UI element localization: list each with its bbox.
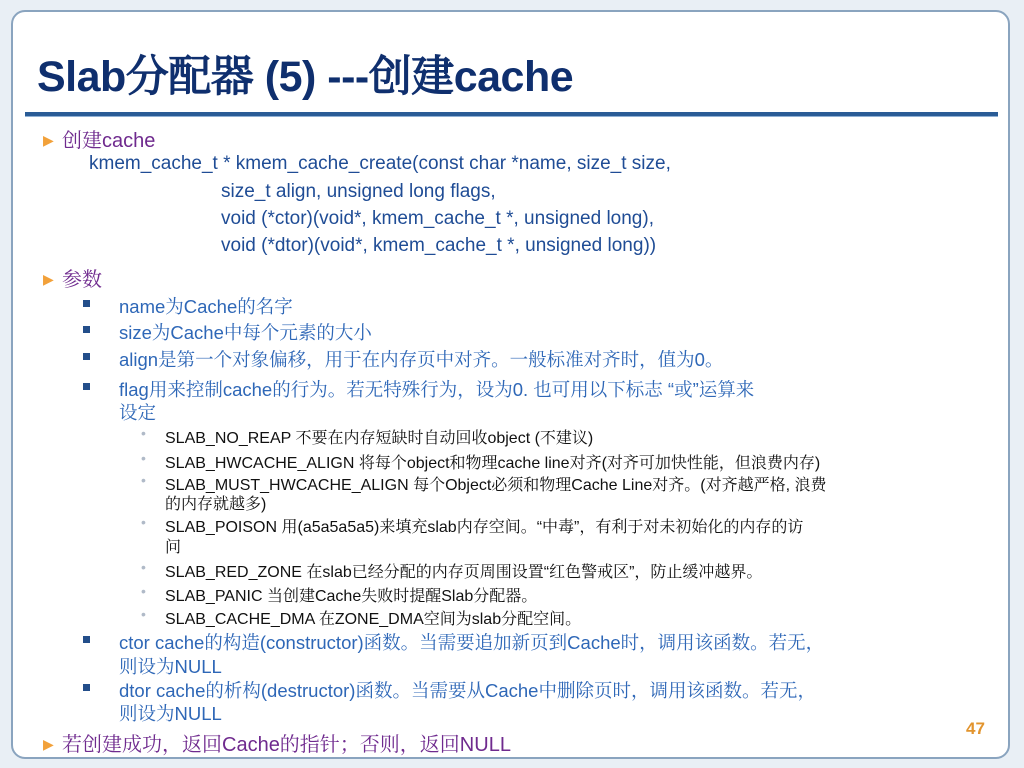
bullet-level1 — [43, 728, 511, 757]
bullet-level2 — [83, 319, 983, 341]
dot-bullet-icon: • — [141, 450, 146, 466]
bullet-level3 — [141, 583, 1001, 603]
bullet-level2 — [83, 346, 983, 368]
code-line: kmem_cache_t * kmem_cache_create(const char *name, size_t size, — [89, 153, 671, 174]
square-bullet-icon — [83, 636, 90, 643]
arrow-bullet-icon: ▶ — [43, 271, 54, 287]
bullet-text: 问 — [165, 539, 182, 556]
code-line: size_t align, unsigned long flags, — [221, 181, 496, 202]
bullet-level3 — [141, 514, 1001, 534]
bullet-level3 — [141, 472, 1001, 492]
bullet-text: 若创建成功，返回Cache的指针；否则，返回NULL — [62, 734, 511, 756]
bullet-text: SLAB_CACHE_DMA 在ZONE_DMA空间为slab分配空间。 — [165, 611, 582, 628]
square-bullet-icon — [83, 684, 90, 691]
bullet-text: dtor cache的析构(destructor)函数。当需要从Cache中删除页时，调用该函数。若无， — [119, 680, 816, 701]
bullet-text: 则设为NULL — [119, 656, 222, 677]
bullet-text: size为Cache中每个元素的大小 — [119, 322, 372, 343]
page-number: 47 — [966, 719, 985, 738]
slide-title: Slab分配器 (5) ---创建cache — [37, 53, 574, 101]
bullet-text: SLAB_PANIC 当创建Cache失败时提醒Slab分配器。 — [165, 588, 538, 605]
slide-frame — [11, 10, 1010, 759]
bullet-level2 — [83, 677, 983, 699]
slide-content — [13, 12, 1008, 757]
bullet-level2-continuation — [83, 399, 983, 421]
bullet-text: align是第一个对象偏移，用于在内存页中对齐。一般标准对齐时，值为0。 — [119, 349, 724, 370]
square-bullet-icon — [83, 300, 90, 307]
code-line: void (*dtor)(void*, kmem_cache_t *, unsigned long)) — [221, 235, 657, 256]
bullet-level3 — [141, 450, 1001, 470]
bullet-level2 — [83, 376, 983, 398]
bullet-text: flag用来控制cache的行为。若无特殊行为，设为0. 也可用以下标志 “或”运算来 — [119, 379, 755, 400]
bullet-level3-continuation — [141, 534, 1001, 554]
dot-bullet-icon: • — [141, 606, 146, 622]
bullet-level3 — [141, 559, 1001, 579]
bullet-text: 创建cache — [62, 130, 156, 152]
bullet-level2-continuation — [83, 700, 983, 722]
bullet-text: 则设为NULL — [119, 703, 222, 724]
bullet-text: SLAB_HWCACHE_ALIGN 将每个object和物理cache line对齐(对齐可加快性能，但浪费内存) — [165, 455, 821, 472]
bullet-text: SLAB_NO_REAP 不要在内存短缺时自动回收object (不建议) — [165, 430, 594, 447]
code-line: void (*ctor)(void*, kmem_cache_t *, unsigned long), — [221, 208, 654, 229]
dot-bullet-icon: • — [141, 583, 146, 599]
bullet-level3 — [141, 606, 1001, 626]
bullet-level3-continuation — [141, 491, 1001, 511]
bullet-level2 — [83, 629, 983, 651]
bullet-level2-continuation — [83, 653, 983, 675]
bullet-text: 的内存就越多) — [165, 496, 267, 513]
bullet-level2 — [83, 293, 983, 315]
square-bullet-icon — [83, 326, 90, 333]
square-bullet-icon — [83, 353, 90, 360]
dot-bullet-icon: • — [141, 472, 146, 488]
bullet-text: SLAB_RED_ZONE 在slab已经分配的内存页周围设置“红色警戒区”，防止缓冲越界。 — [165, 564, 763, 581]
bullet-level1 — [43, 124, 155, 153]
dot-bullet-icon: • — [141, 514, 146, 530]
bullet-text: SLAB_POISON 用(a5a5a5a5)来填充slab内存空间。“中毒”，有利于对未初始化的内存的访 — [165, 519, 804, 536]
bullet-text: name为Cache的名字 — [119, 296, 293, 317]
arrow-bullet-icon: ▶ — [43, 132, 54, 148]
bullet-level1 — [43, 263, 102, 292]
bullet-text: SLAB_MUST_HWCACHE_ALIGN 每个Object必须和物理Cache Line对齐。(对齐越严格, 浪费 — [165, 477, 827, 494]
bullet-text: ctor cache的构造(constructor)函数。当需要追加新页到Cache时，调用该函数。若无， — [119, 632, 825, 653]
dot-bullet-icon: • — [141, 425, 146, 441]
dot-bullet-icon: • — [141, 559, 146, 575]
bullet-text: 参数 — [62, 269, 102, 291]
square-bullet-icon — [83, 383, 90, 390]
bullet-level3 — [141, 425, 1001, 445]
arrow-bullet-icon: ▶ — [43, 736, 54, 752]
bullet-text: 设定 — [119, 402, 157, 423]
